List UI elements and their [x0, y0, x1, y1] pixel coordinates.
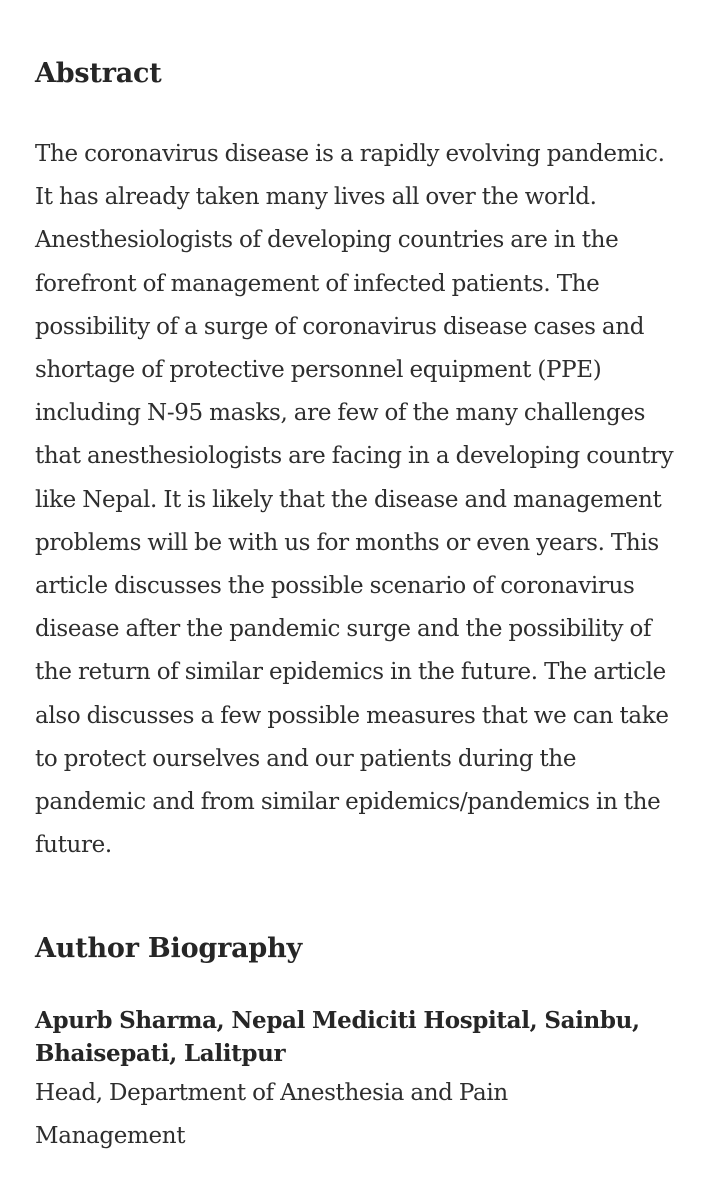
author-name-affiliation: Apurb Sharma, Nepal Mediciti Hospital, Sainbu, Bhaisepati, Lalitpur — [35, 1007, 640, 1067]
author-role: Head, Department of Anesthesia and Pain Management — [35, 1080, 508, 1149]
abstract-heading: Abstract — [35, 58, 162, 89]
abstract-text: The coronavirus disease is a rapidly evolving pandemic. It has already taken many lives all over the world. Anesthesiologists of developing countries are in the forefront of management of infected patients. The possibility of a surge of coronavirus disease cases and shortage of protective personnel equipment (PPE) including N-95 masks, are few of the many challenges that anesthesiologists are facing in a developing country like Nepal. It is likely that the disease and management problems will be with us for months or even years. This article discusses the possible scenario of coronavirus disease after the pandemic surge and the possibility of the return of similar epidemics in the future. The article also discusses a few possible measures that we can take to protect ourselves and our patients during the pandemic and from similar epidemics/pandemics in the future. — [35, 141, 674, 859]
author-biography-heading: Author Biography — [35, 933, 302, 964]
